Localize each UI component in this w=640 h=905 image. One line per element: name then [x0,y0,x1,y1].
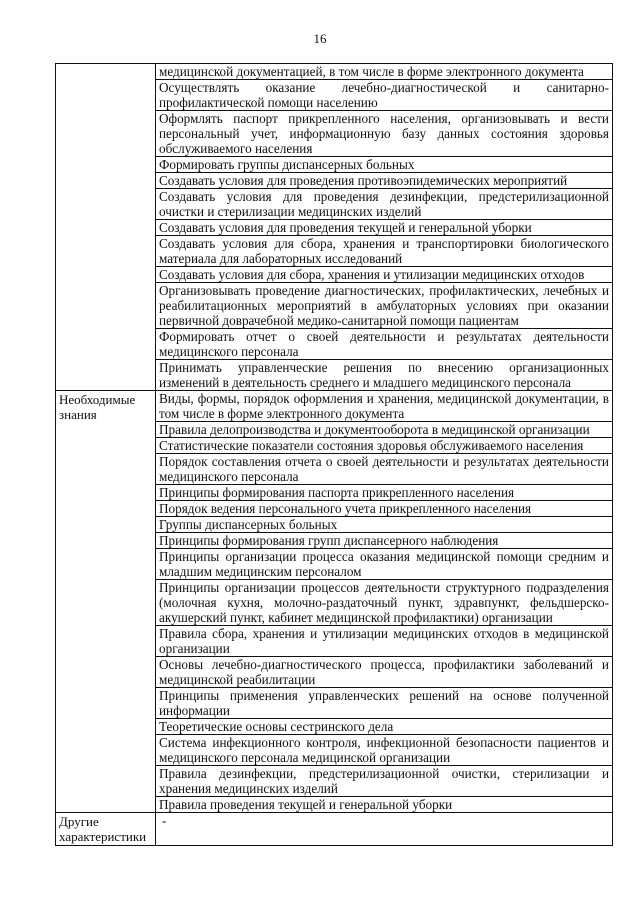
list-item: Создавать условия для сбора, хранения и транспортировки биологического материала для лабораторных исследований [156,236,612,267]
list-item: Правила дезинфекции, предстерилизационной очистки, стерилизации и хранения медицинских изделий [156,766,612,797]
list-item: Принимать управленческие решения по внесению организационных изменений в деятельность среднего и младшего медицинского персонала [159,360,609,390]
list-item: Теоретические основы сестринского дела [156,719,612,735]
list-item: Создавать условия для сбора, хранения и утилизации медицинских отходов [156,267,612,283]
list-item: медицинской документацией, в том числе в форме электронного документа [156,64,612,80]
list-item: Статистические показатели состояния здоровья обслуживаемого населения [156,438,612,454]
list-item: Основы лечебно-диагностического процесса, профилактики заболеваний и медицинской реабилитации [156,657,612,688]
section-row [56,64,613,391]
list-item: Правила сбора, хранения и утилизации медицинских отходов в медицинской организации [156,626,612,657]
page-number: 16 [313,31,327,46]
list-item: Принципы формирования групп диспансерного наблюдения [156,533,612,549]
section-items [156,64,613,391]
list-item: Формировать отчет о своей деятельности и результатах деятельности медицинского персонала [156,329,612,360]
list-item: Система инфекционного контроля, инфекционной безопасности пациентов и медицинского персонала медицинской организации [156,735,612,766]
requirements-table [55,63,613,846]
list-item: Организовывать проведение диагностических, профилактических, лечебных и реабилитационных мероприятий в амбулаторных условиях при оказании первичной доврачебной медико-санитарной помощи пациентам [156,283,612,329]
list-item: Принципы применения управленческих решений на основе полученной информации [156,688,612,719]
section-label [56,64,156,391]
list-item: Создавать условия для проведения дезинфекции, предстерилизационной очистки и стерилизации медицинских изделий [156,189,612,220]
list-item: Порядок ведения персонального учета прикрепленного населения [156,501,612,517]
list-item: Правила делопроизводства и документооборота в медицинской организации [156,422,612,438]
list-item: Группы диспансерных больных [156,517,612,533]
list-item: Виды, формы, порядок оформления и хранения, медицинской документации, в том числе в форме электронного документа [156,391,612,422]
list-item: Правила проведения текущей и генеральной уборки [159,797,453,812]
section-items [156,813,613,846]
list-item: Порядок составления отчета о своей деятельности и результатах деятельности медицинского персонала [156,454,612,485]
section-items [156,391,613,813]
list-item: Принципы формирования паспорта прикрепленного населения [156,485,612,501]
list-item: Осуществлять оказание лечебно-диагностической и санитарно-профилактической помощи населению [156,80,612,111]
list-item: Оформлять паспорт прикрепленного населения, организовывать и вести персональный учет, информационную базу данных состояния здоровья обслуживаемого населения [156,111,612,157]
list-item: - [162,813,167,828]
section-label: Необходимые знания [56,391,156,813]
list-item: Создавать условия для проведения текущей и генеральной уборки [156,220,612,236]
list-item: Принципы организации процесса оказания медицинской помощи средним и младшим медицинским персоналом [156,549,612,580]
list-item: Принципы организации процессов деятельности структурного подразделения (молочная кухня, молочно-раздаточный пункт, здравпункт, фельдшерско-акушерский пункт, кабинет медицинской профилактики) организации [156,580,612,626]
section-row [56,391,613,813]
list-item: Создавать условия для проведения противоэпидемических мероприятий [156,173,612,189]
list-item: Формировать группы диспансерных больных [156,157,612,173]
section-row [56,813,613,846]
section-label: Другие характеристики [56,813,156,846]
